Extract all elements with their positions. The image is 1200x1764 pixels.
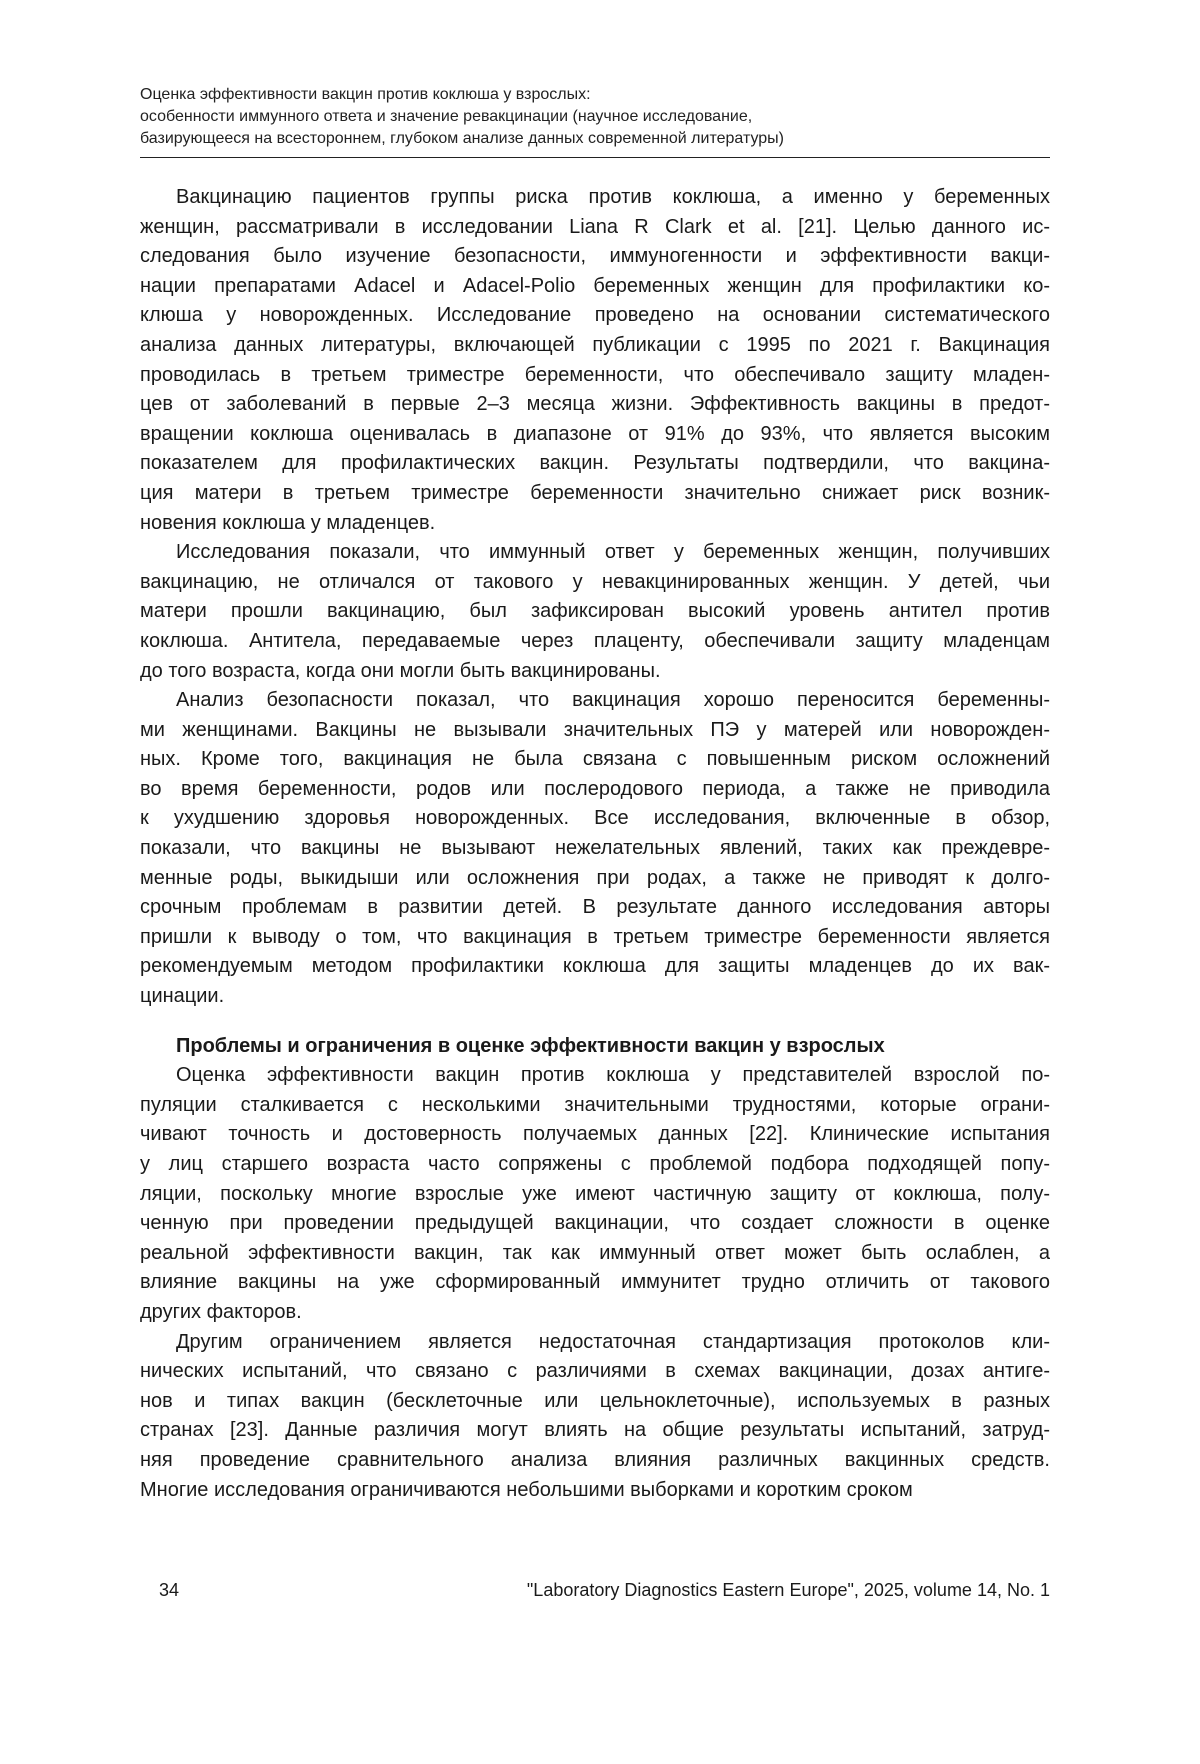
paragraph-line: цинации. xyxy=(140,985,225,1008)
paragraph-line: ченную при проведении предыдущей вакцинации, что создает сложности в оценке xyxy=(140,1212,1050,1235)
paragraph-line: новения коклюша у младенцев. xyxy=(140,511,436,534)
page-footer xyxy=(140,1578,1050,1602)
paragraph-line: рекомендуемым методом профилактики коклюша для защиты младенцев до их вак- xyxy=(140,955,1050,978)
paragraph-line: няя проведение сравнительного анализа влияния различных вакцинных средств. xyxy=(140,1448,1050,1471)
paragraph-line: у лиц старшего возраста часто сопряжены с проблемой подбора подходящей попу- xyxy=(140,1153,1050,1175)
paragraph xyxy=(140,538,1050,686)
section-2-paragraphs xyxy=(140,1061,1050,1505)
paragraph-line: нации препаратами Adacel и Adacel-Polio беременных женщин для профилактики ко- xyxy=(140,274,1050,297)
paragraph-line: срочным проблемам в развитии детей. В результате данного исследования авторы xyxy=(140,896,1050,919)
paragraph xyxy=(140,1061,1050,1327)
paragraph-line: других факторов. xyxy=(140,1300,302,1323)
page-number: 34 xyxy=(159,1580,180,1600)
running-head-line: Оценка эффективности вакцин против коклюша у взрослых: xyxy=(140,86,591,103)
paragraph-line: Другим ограничением является недостаточная стандартизация протоколов кли- xyxy=(176,1330,1050,1353)
paragraph-line: Оценка эффективности вакцин против коклюша у представителей взрослой по- xyxy=(176,1064,1050,1087)
section-heading: Проблемы и ограничения в оценке эффективности вакцин у взрослых xyxy=(176,1034,885,1057)
running-head xyxy=(140,84,1050,158)
paragraph-line: цев от заболеваний в первые 2–3 месяца жизни. Эффективность вакцины в предот- xyxy=(140,393,1050,416)
paragraph-line: ция матери в третьем триместре беременности значительно снижает риск возник- xyxy=(140,481,1050,504)
journal-page xyxy=(140,84,1050,1704)
paragraph-line: вакцинацию, не отличался от такового у невакцинированных женщин. У детей, чьи xyxy=(140,570,1050,593)
paragraph-line: следования было изучение безопасности, иммуногенности и эффективности вакци- xyxy=(140,245,1050,268)
paragraph-line: показателем для профилактических вакцин. Результаты подтвердили, что вакцина- xyxy=(140,452,1050,475)
paragraph-line: во время беременности, родов или послеродового периода, а также не приводила xyxy=(140,777,1050,800)
paragraph-line: женщин, рассматривали в исследовании Liana R Clark et al. [21]. Целью данного ис- xyxy=(140,215,1050,238)
paragraph-line: пуляции сталкивается с несколькими значительными трудностями, которые ограни- xyxy=(140,1093,1050,1116)
paragraph xyxy=(140,1328,1050,1506)
paragraph xyxy=(140,686,1050,1012)
paragraph-line: проводилась в третьем триместре беременности, что обеспечивало защиту младен- xyxy=(140,363,1050,386)
running-head-line: особенности иммунного ответа и значение ревакцинации (научное исследование, xyxy=(140,108,753,125)
paragraph-line: до того возраста, когда они могли быть вакцинированы. xyxy=(140,659,661,682)
paragraph-line: чивают точность и достоверность получаемых данных [22]. Клинические испытания xyxy=(140,1123,1050,1146)
paragraph xyxy=(140,183,1050,538)
paragraph-line: показали, что вакцины не вызывают нежелательных явлений, таких как преждевре- xyxy=(140,837,1050,860)
paragraph-line: странах [23]. Данные различия могут влиять на общие результаты испытаний, затруд- xyxy=(140,1419,1050,1442)
running-head-line: базирующееся на всестороннем, глубоком анализе данных современной литературы) xyxy=(140,130,784,147)
paragraph-line: менные роды, выкидыши или осложнения при родах, а также не приводят к долго- xyxy=(140,866,1050,889)
paragraph-line: Анализ безопасности показал, что вакцинация хорошо переносится беременны- xyxy=(176,689,1050,712)
paragraph-line: к ухудшению здоровья новорожденных. Все исследования, включенные в обзор, xyxy=(140,807,1050,830)
paragraph-line: клюша у новорожденных. Исследование проведено на основании систематического xyxy=(140,304,1050,327)
paragraph-line: влияние вакцины на уже сформированный иммунитет трудно отличить от такового xyxy=(140,1271,1050,1294)
paragraph-line: пришли к выводу о том, что вакцинация в третьем триместре беременности является xyxy=(140,925,1050,948)
paragraph-line: реальной эффективности вакцин, так как иммунный ответ может быть ослаблен, а xyxy=(140,1241,1050,1264)
paragraph-line: нов и типах вакцин (бесклеточные или цельноклеточные), используемых в разных xyxy=(140,1389,1050,1412)
paragraph-line: матери прошли вакцинацию, был зафиксирован высокий уровень антител против xyxy=(140,600,1050,623)
body-text xyxy=(140,183,1050,1505)
section-1-paragraphs xyxy=(140,183,1050,1012)
paragraph-line: коклюша. Антитела, передаваемые через плаценту, обеспечивали защиту младенцам xyxy=(140,629,1050,652)
paragraph-line: нических испытаний, что связано с различиями в схемах вакцинации, дозах антиге- xyxy=(140,1360,1050,1383)
paragraph-line: анализа данных литературы, включающей публикации с 1995 по 2021 г. Вакцинация xyxy=(140,333,1050,356)
paragraph-line: вращении коклюша оценивалась в диапазоне от 91% до 93%, что является высоким xyxy=(140,422,1050,445)
paragraph-line: ляции, поскольку многие взрослые уже имеют частичную защиту от коклюша, полу- xyxy=(140,1182,1050,1205)
paragraph-line: ных. Кроме того, вакцинация не была связана с повышенным риском осложнений xyxy=(140,748,1050,771)
paragraph-line: Вакцинацию пациентов группы риска против коклюша, а именно у беременных xyxy=(176,186,1050,208)
paragraph-line: Исследования показали, что иммунный ответ у беременных женщин, получивших xyxy=(176,541,1050,564)
paragraph-line: Многие исследования ограничиваются небольшими выборками и коротким сроком xyxy=(140,1478,913,1501)
journal-citation: "Laboratory Diagnostics Eastern Europe", 2025, volume 14, No. 1 xyxy=(526,1580,1050,1600)
paragraph-line: ми женщинами. Вакцины не вызывали значительных ПЭ у матерей или новорожден- xyxy=(140,718,1050,741)
